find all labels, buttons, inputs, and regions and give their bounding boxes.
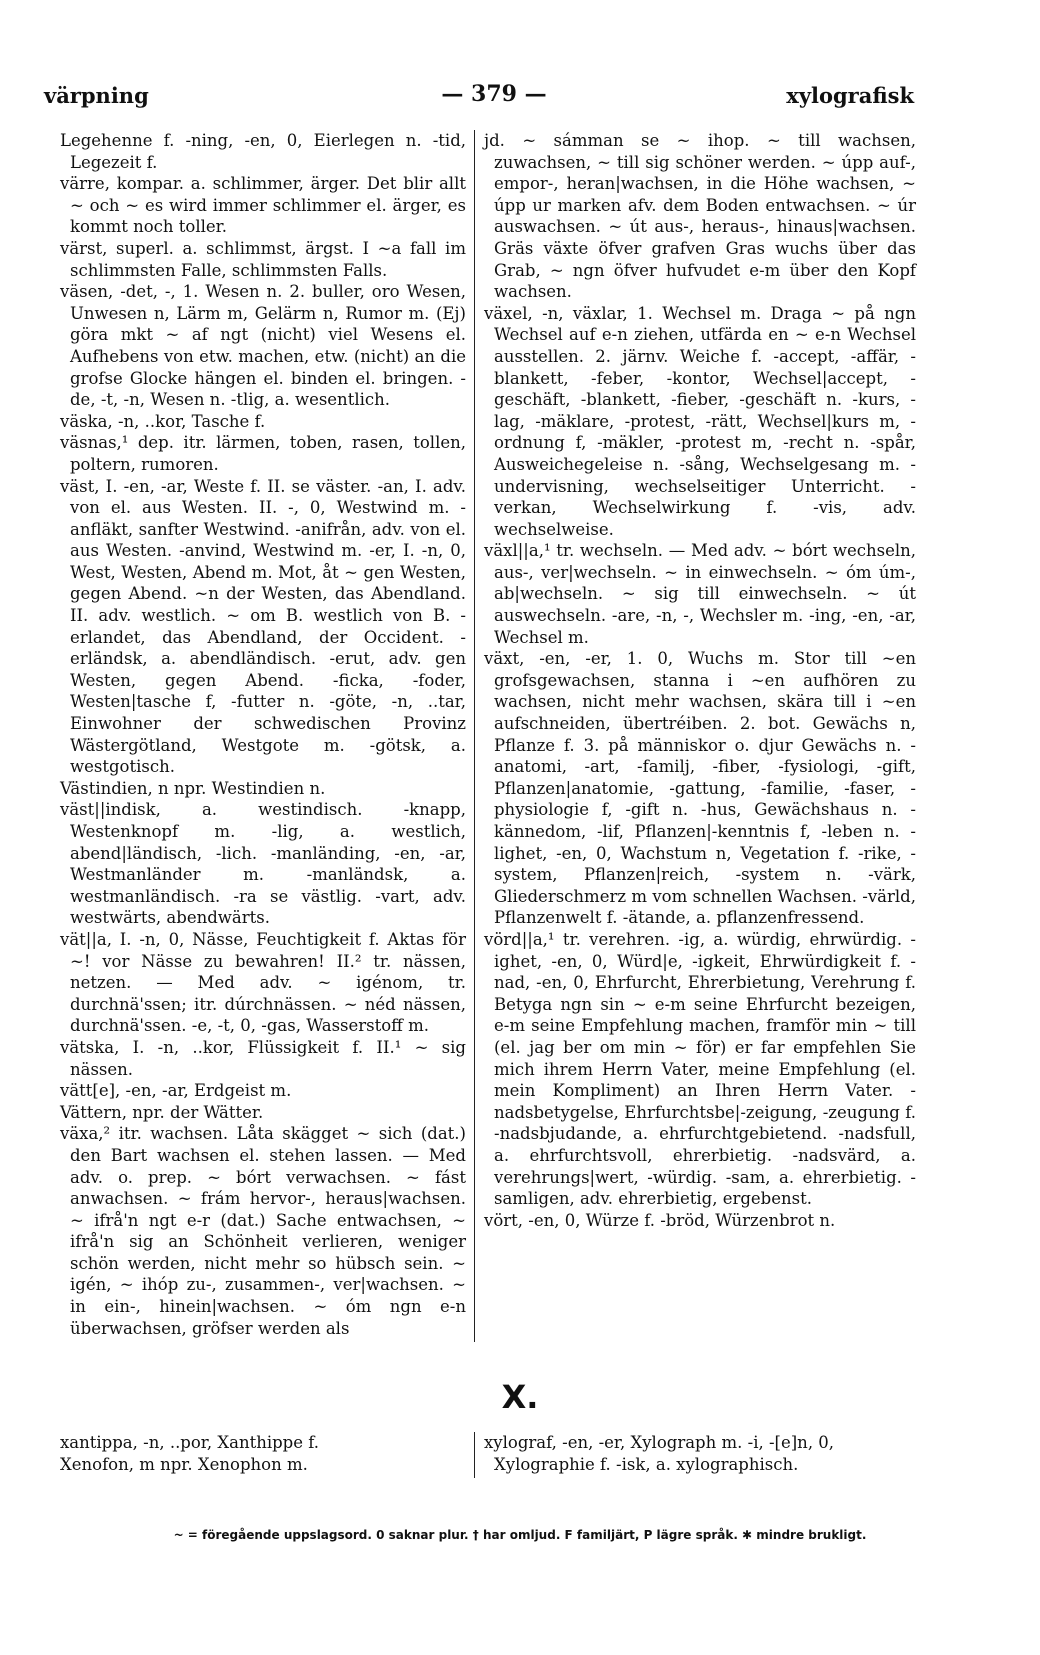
dictionary-entry: värre, kompar. a. schlimmer, ärger. Det blir allt ~ och ~ es wird immer schlimmer el. ärger, es kommt noch toller. — [60, 174, 466, 237]
dictionary-entry: väska, -n, ..kor, Tasche f. — [60, 411, 266, 431]
column-divider — [474, 1432, 475, 1478]
x-right-column — [484, 1432, 916, 1476]
dictionary-entry: växel, -n, växlar, 1. Wechsel m. Draga ~ på ngn Wechsel auf e-n ziehen, utfärda en ~ e-n Wechsel ausstellen. 2. järnv. Weiche f. -accept, -affär, -blankett, -feber, -kontor, Wechsel|accept, -geschäft, -blankett, -fieber, -geschäft n. -kurs, -lag, -mäklare, -protest, -rätt, Wechsel|kurs m, -ordnung f, -mäkler, -protest m, -recht n. -spår, Ausweichegeleise n. -sång, Wechselgesang m. -undervisning, wechselseitiger Unterricht. -verkan, Wechselwirkung f. -vis, adv. wechselweise. — [484, 303, 916, 539]
dictionary-entry: Vättern, npr. der Wätter. — [60, 1102, 264, 1122]
dictionary-entry: xylograf, -en, -er, Xylograph m. -i, -[e]n, 0, Xylographie f. -isk, a. xylographisch. — [484, 1433, 835, 1474]
dictionary-entry: växt, -en, -er, 1. 0, Wuchs m. Stor till ~en grofsgewachsen, stanna i ~en aufhören zu wachsen, nicht mehr wachsen, skära till i ~en aufschneiden, übertréiben. 2. bot. Gewächs n, Pflanze f. 3. på människor o. djur Gewächs n. -anatomi, -art, -familj, -fiber, -fysiologi, -gift, Pflanzen|anatomie, -gattung, -familie, -faser, -physiologie f, -gift n. -hus, Gewächshaus n. -kännedom, -lif, Pflanzen|-kenntnis f, -leben n. -lighet, -en, 0, Wachstum n, Vegetation f. -rike, -system, Pflanzen|reich, -system n. -värk, Gliederschmerz m vom schnellen Wachsen. -värld, Pflanzenwelt f. -ätande, a. pflanzenfressend. — [484, 649, 916, 928]
dictionary-entry: Legehenne f. -ning, -en, 0, Eierlegen n. -tid, Legezeit f. — [60, 131, 466, 172]
running-header — [44, 83, 914, 115]
dictionary-entry: värst, superl. a. schlimmst, ärgst. I ~a fall im schlimmsten Falle, schlimmsten Falls. — [60, 238, 466, 280]
dictionary-entry: Xenofon, m npr. Xenophon m. — [60, 1455, 308, 1474]
right-column — [484, 130, 916, 1231]
dictionary-entry: vätt[e], -en, -ar, Erdgeist m. — [60, 1081, 292, 1101]
dictionary-entry: väsnas,¹ dep. itr. lärmen, toben, rasen, tollen, poltern, rumoren. — [60, 433, 466, 474]
x-left-column — [60, 1432, 460, 1476]
dictionary-entry: väst||indisk, a. westindisch. -knapp, Westenknopf m. -lig, a. westlich, abend|ländisch, -lich. -manländing, -en, -ar, Westmanländer m. -manländsk, a. westmanländisch. -ra se västlig. -vart, adv. westwärts, abendwärts. — [60, 800, 466, 928]
header-left-word: värpning — [44, 83, 149, 108]
dictionary-entry: Västindien, n npr. Westindien n. — [60, 778, 326, 798]
page-number: — 379 — — [441, 81, 547, 107]
dictionary-entry: vät||a, I. -n, 0, Nässe, Feuchtigkeit f. Aktas för ~! vor Nässe zu bewahren! II.² tr. nässen, netzen. — Med adv. ~ igénom, tr. durchnä'ssen; itr. dúrchnässen. ~ néd nässen, durchnä'ssen. -e, -t, 0, -gas, Wasserstoff m. — [60, 929, 466, 1036]
dictionary-entry: vört, -en, 0, Würze f. -bröd, Würzenbrot n. — [484, 1210, 836, 1230]
section-letter: X. — [501, 1378, 539, 1416]
dictionary-entry: vätska, I. -n, ..kor, Flüssigkeit f. II.¹ ~ sig nässen. — [60, 1037, 466, 1079]
header-right-word: xylografisk — [786, 83, 914, 108]
dictionary-entry: väst, I. -en, -ar, Weste f. II. se väster. -an, I. adv. von el. aus Westen. II. -, 0, Westwind m. -anfläkt, sanfter Westwind. -anifrån, adv. von el. aus Westen. -anvind, Westwind m. -er, I. -n, 0, West, Westen, Abend m. Mot, åt ~ gen Westen, gegen Abend. ~n der Westen, das Abendland. II. adv. westlich. ~ om B. westlich von B. -erlandet, das Abendland, der Occident. -erländsk, a. abendländisch. -erut, adv. gen Westen, gegen Abend. -ficka, -foder, Westen|tasche f, -futter n. -göte, -n, ..tar, Einwohner der schwedischen Provinz Wästergötland, Westgote m. -götsk, a. westgotisch. — [60, 476, 466, 777]
dictionary-entry: vörd||a,¹ tr. verehren. -ig, a. würdig, ehrwürdig. -ighet, -en, 0, Würd|e, -igkeit, Ehrwürdigkeit f. -nad, -en, 0, Ehrfurcht, Ehrerbietung, Verehrung f. Betyga ngn sin ~ e-m seine Ehrfurcht bezeigen, e-m seine Empfehlung machen, framför min ~ till (el. jag ber om min ~ för) er far empfehlen Sie mich ihrem Herrn Vater, meine Empfehlung (el. mein Kompliment) an Ihren Herrn Vater. -nadsbetygelse, Ehrfurchtsbe|-zeigung, -zeugung f. -nadsbjudande, a. ehrfurchtgebietend. -nadsfull, a. ehrfurchtsvoll, ehrerbietig. -nadsvärd, a. verehrungs|wert, -würdig. -sam, a. ehrerbietig. -samligen, adv. ehrerbietig, ergebenst. — [484, 929, 916, 1209]
dictionary-entry: xantippa, -n, ..por, Xanthippe f. — [60, 1433, 320, 1452]
dictionary-entry: växa,² itr. wachsen. Låta skägget ~ sich (dat.) den Bart wachsen el. stehen lassen. — Med adv. o. prep. ~ bórt verwachsen. ~ fást anwachsen. ~ frám hervor-, heraus|wachsen. ~ ifrå'n ngt e-r (dat.) Sache entwachsen, ~ ifrå'n sig an Schönheit verlieren, weniger schön werden, nicht mehr so hübsch sein. ~ igén, ~ ihóp zu-, zusammen-, ver|wachsen. ~ in ein-, hinein|wachsen. ~ óm ngn e-n überwachsen, gröfser werden als — [60, 1124, 466, 1338]
dictionary-entry: väsen, -det, -, 1. Wesen n. 2. buller, oro Wesen, Unwesen n, Lärm m, Gelärm n, Rumor m. (Ej) göra mkt ~ af ngt (nicht) viel Wesens el. Aufhebens von etw. machen, etw. (nicht) an die grofse Glocke hängen el. binden el. bringen. -de, -t, -n, Wesen n. -tlig, a. wesentlich. — [60, 282, 466, 410]
abbreviation-legend: ~ = föregående uppslagsord. 0 saknar plur. † har omljud. F familjärt, P lägre språk. ✱ mindre brukligt. — [173, 1528, 867, 1542]
dictionary-entry: växl||a,¹ tr. wechseln. — Med adv. ~ bórt wechseln, aus-, ver|wechseln. ~ in einwechseln. ~ óm úm-, ab|wechseln. ~ sig till einwechseln. ~ út auswechseln. -are, -n, -, Wechsler m. -ing, -en, -ar, Wechsel m. — [484, 541, 916, 647]
column-divider — [474, 130, 475, 1342]
dictionary-entry: jd. ~ sámman se ~ ihop. ~ till wachsen, zuwachsen, ~ till sig schöner werden. ~ úpp auf-, empor-, heran|wachsen, in die Höhe wachsen, ~ úpp ur marken afv. dem Boden entwachsen. ~ úr auswachsen. ~ út aus-, heraus-, hinaus|wachsen. Gräs växte öfver grafven Gras wuchs über das Grab, ~ ngn öfver hufvudet e-m über den Kopf wachsen. — [484, 131, 916, 302]
left-column — [60, 130, 466, 1339]
